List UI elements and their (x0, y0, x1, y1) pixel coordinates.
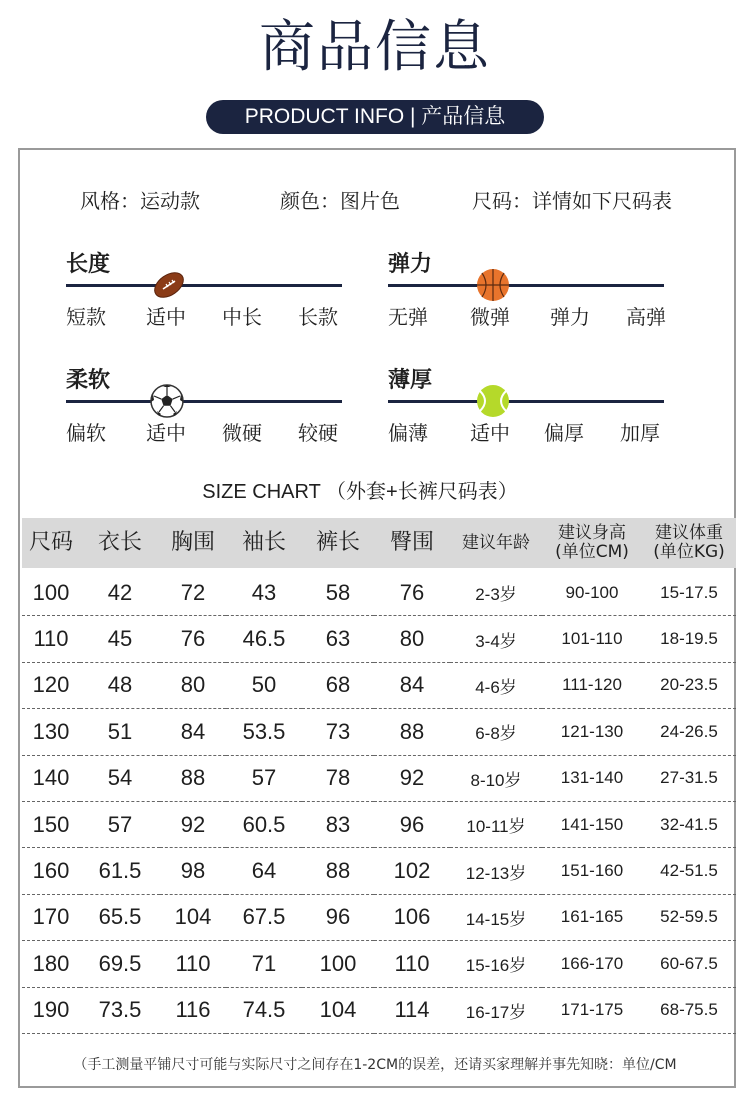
scale-option: 偏软 (66, 421, 106, 445)
scale-option: 无弹 (388, 305, 428, 329)
size-table-header (22, 518, 736, 568)
table-cell: 46.5 (226, 616, 302, 662)
table-row (22, 941, 736, 987)
table-cell: 190 (22, 987, 80, 1033)
table-cell: 73 (302, 709, 374, 755)
scale-option-selected: 适中 (146, 421, 186, 445)
table-cell: 114 (374, 987, 450, 1033)
table-cell: 74.5 (226, 987, 302, 1033)
scale-title: 弹力 (388, 252, 433, 277)
table-cell: 161-165 (542, 894, 642, 940)
table-cell: 130 (22, 709, 80, 755)
scale-thickness (388, 366, 666, 486)
scale-softness (66, 366, 344, 486)
table-cell: 53.5 (226, 709, 302, 755)
scale-option-selected: 适中 (470, 421, 510, 445)
table-cell: 69.5 (80, 941, 160, 987)
table-cell: 92 (160, 801, 226, 847)
table-cell: 131-140 (542, 755, 642, 801)
column-header: 建议年龄 (450, 518, 542, 568)
table-cell: 42-51.5 (642, 848, 736, 894)
scale-option: 弹力 (550, 305, 590, 329)
table-cell: 160 (22, 848, 80, 894)
table-cell: 100 (302, 941, 374, 987)
scale-title: 柔软 (66, 368, 111, 393)
table-row (22, 616, 736, 662)
scale-option-selected: 适中 (146, 305, 186, 329)
table-cell: 84 (374, 662, 450, 708)
table-cell: 80 (374, 616, 450, 662)
table-cell: 67.5 (226, 894, 302, 940)
football-icon (152, 268, 186, 302)
table-cell: 88 (160, 755, 226, 801)
scale-option: 微硬 (222, 421, 262, 445)
table-cell: 58 (302, 568, 374, 616)
table-row (22, 894, 736, 940)
spec-color: 颜色：图片色 (280, 189, 400, 213)
table-cell: 104 (160, 894, 226, 940)
table-cell: 120 (22, 662, 80, 708)
scale-line (388, 400, 664, 403)
table-cell: 110 (160, 941, 226, 987)
table-cell: 71 (226, 941, 302, 987)
scale-line (388, 284, 664, 287)
table-cell: 8-10岁 (450, 755, 542, 801)
table-cell: 15-17.5 (642, 568, 736, 616)
table-cell: 48 (80, 662, 160, 708)
scale-option: 加厚 (620, 421, 660, 445)
table-cell: 54 (80, 755, 160, 801)
table-cell: 72 (160, 568, 226, 616)
table-row (22, 755, 736, 801)
spec-size: 尺码：详情如下尺码表 (472, 189, 672, 213)
scale-line (66, 400, 342, 403)
table-cell: 12-13岁 (450, 848, 542, 894)
table-cell: 111-120 (542, 662, 642, 708)
scale-option: 短款 (66, 305, 106, 329)
table-cell: 141-150 (542, 801, 642, 847)
column-header: 衣长 (80, 518, 160, 568)
tennis-ball-icon (476, 384, 510, 418)
table-cell: 57 (226, 755, 302, 801)
table-cell: 2-3岁 (450, 568, 542, 616)
table-row (22, 709, 736, 755)
table-cell: 32-41.5 (642, 801, 736, 847)
table-cell: 27-31.5 (642, 755, 736, 801)
section-badge: PRODUCT INFO | 产品信息 (206, 100, 544, 134)
table-cell: 116 (160, 987, 226, 1033)
scale-option: 中长 (222, 305, 262, 329)
scale-elasticity (388, 250, 666, 370)
table-cell: 68 (302, 662, 374, 708)
table-cell: 140 (22, 755, 80, 801)
table-cell: 63 (302, 616, 374, 662)
scale-title: 长度 (66, 252, 111, 277)
size-table-body (22, 568, 736, 1033)
table-cell: 68-75.5 (642, 987, 736, 1033)
table-cell: 101-110 (542, 616, 642, 662)
table-cell: 84 (160, 709, 226, 755)
scale-option: 较硬 (298, 421, 338, 445)
table-cell: 24-26.5 (642, 709, 736, 755)
table-cell: 61.5 (80, 848, 160, 894)
soccer-ball-icon (150, 384, 184, 418)
table-cell: 106 (374, 894, 450, 940)
table-cell: 43 (226, 568, 302, 616)
column-header: 裤长 (302, 518, 374, 568)
table-cell: 110 (374, 941, 450, 987)
scale-title: 薄厚 (388, 368, 433, 393)
table-row (22, 848, 736, 894)
table-cell: 150 (22, 801, 80, 847)
measurement-note: （手工测量平铺尺寸可能与实际尺寸之间存在1-2CM的误差，还请买家理解并事先知晓：单位/CM (73, 1057, 677, 1073)
column-header: 袖长 (226, 518, 302, 568)
table-cell: 166-170 (542, 941, 642, 987)
table-cell: 60-67.5 (642, 941, 736, 987)
table-cell: 64 (226, 848, 302, 894)
table-row (22, 801, 736, 847)
table-cell: 52-59.5 (642, 894, 736, 940)
table-cell: 92 (374, 755, 450, 801)
page-title: 商品信息 (259, 15, 491, 80)
table-cell: 73.5 (80, 987, 160, 1033)
scale-line (66, 284, 342, 287)
table-cell: 3-4岁 (450, 616, 542, 662)
table-cell: 78 (302, 755, 374, 801)
table-cell: 102 (374, 848, 450, 894)
table-cell: 98 (160, 848, 226, 894)
column-header: 胸围 (160, 518, 226, 568)
scale-option: 偏厚 (544, 421, 584, 445)
spec-style: 风格：运动款 (80, 189, 200, 213)
table-cell: 180 (22, 941, 80, 987)
table-cell: 57 (80, 801, 160, 847)
table-cell: 121-130 (542, 709, 642, 755)
table-cell: 76 (374, 568, 450, 616)
table-cell: 76 (160, 616, 226, 662)
table-cell: 83 (302, 801, 374, 847)
table-cell: 6-8岁 (450, 709, 542, 755)
table-cell: 88 (374, 709, 450, 755)
table-cell: 42 (80, 568, 160, 616)
table-cell: 50 (226, 662, 302, 708)
table-cell: 171-175 (542, 987, 642, 1033)
column-header: 尺码 (22, 518, 80, 568)
basketball-icon (476, 268, 510, 302)
table-cell: 20-23.5 (642, 662, 736, 708)
scale-option: 长款 (298, 305, 338, 329)
table-cell: 45 (80, 616, 160, 662)
column-header: 建议身高 (单位CM) (542, 518, 642, 568)
table-cell: 51 (80, 709, 160, 755)
table-cell: 18-19.5 (642, 616, 736, 662)
column-header: 臀围 (374, 518, 450, 568)
table-cell: 4-6岁 (450, 662, 542, 708)
table-cell: 170 (22, 894, 80, 940)
table-cell: 16-17岁 (450, 987, 542, 1033)
table-cell: 80 (160, 662, 226, 708)
table-cell: 151-160 (542, 848, 642, 894)
table-cell: 96 (302, 894, 374, 940)
column-header: 建议体重 (单位KG) (642, 518, 736, 568)
table-cell: 15-16岁 (450, 941, 542, 987)
size-table (22, 518, 736, 1034)
scale-option: 高弹 (626, 305, 666, 329)
table-cell: 65.5 (80, 894, 160, 940)
table-cell: 90-100 (542, 568, 642, 616)
table-row (22, 568, 736, 616)
table-cell: 88 (302, 848, 374, 894)
table-row (22, 662, 736, 708)
table-cell: 96 (374, 801, 450, 847)
table-cell: 104 (302, 987, 374, 1033)
table-cell: 10-11岁 (450, 801, 542, 847)
scale-length (66, 250, 344, 370)
table-row (22, 987, 736, 1033)
table-cell: 100 (22, 568, 80, 616)
table-cell: 110 (22, 616, 80, 662)
size-chart-title: SIZE CHART （外套+长裤尺码表） (202, 481, 518, 503)
scale-option: 偏薄 (388, 421, 428, 445)
scale-option-selected: 微弹 (470, 305, 510, 329)
table-cell: 14-15岁 (450, 894, 542, 940)
table-cell: 60.5 (226, 801, 302, 847)
